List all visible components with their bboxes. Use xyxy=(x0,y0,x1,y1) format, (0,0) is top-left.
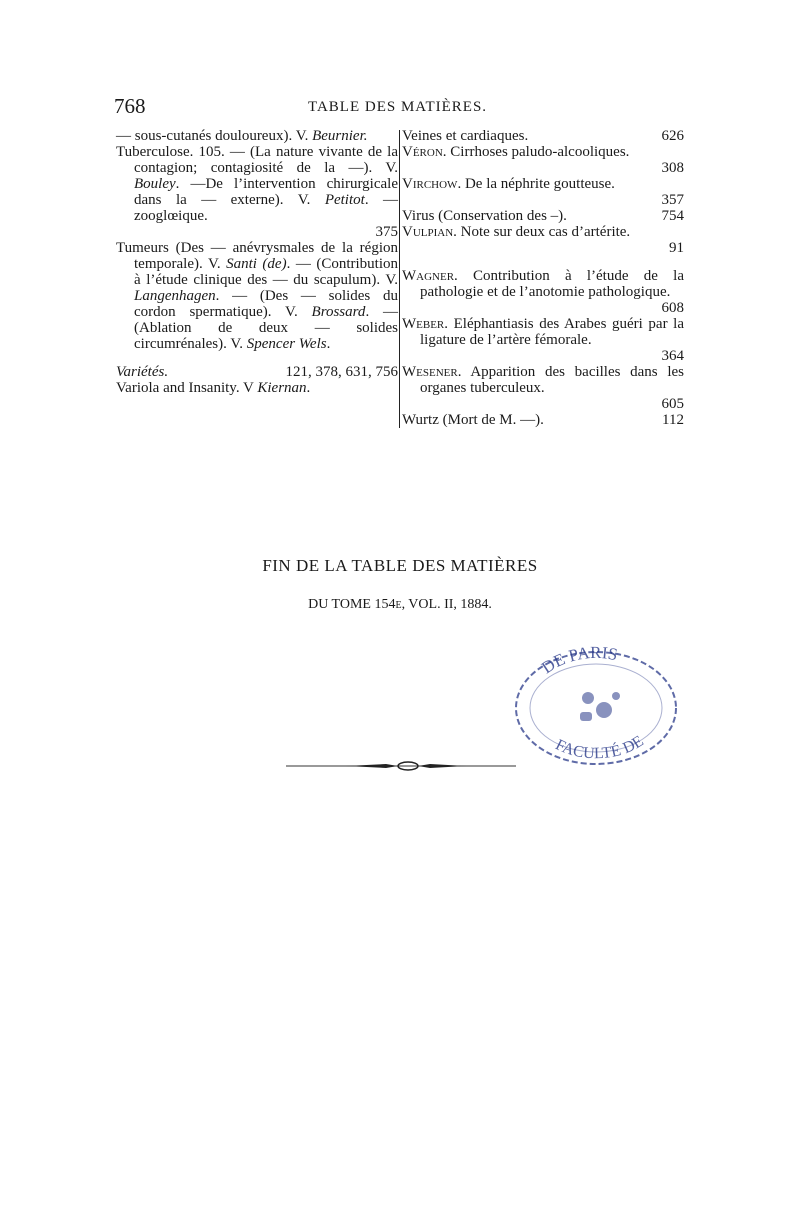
index-entry: — sous-cutanés douloureux). V. Beurnier. xyxy=(116,128,368,144)
closing-ornament xyxy=(286,760,516,772)
page-ref: 91 xyxy=(669,240,684,256)
stamp-top-text: DE PARIS xyxy=(538,642,620,678)
author-name: Weber xyxy=(402,316,445,332)
index-entry: Wagner. Contribution à l’étude de la pathologie et de l’anotomie pathologique. xyxy=(402,268,684,300)
page-number: 768 xyxy=(114,94,146,118)
page-header-title: TABLE DES MATIÈRES. xyxy=(308,99,488,115)
entry-label: Variétés. xyxy=(116,364,169,380)
page-ref: 364 xyxy=(661,348,684,364)
svg-text:FACULTÉ DE xyxy=(553,733,647,763)
page-ref: 112 xyxy=(662,412,684,428)
stamp-emblem-icon xyxy=(580,692,620,721)
index-entry: Tuberculose. 105. — (La nature vivante de la contagion; contagiosité de la —). V. Bouley. —De l’intervention chirurgicale dans la — externe). V. Petitot. — zooglœique. xyxy=(116,144,399,224)
right-column xyxy=(402,128,684,428)
stamp-bottom-text: FACULTÉ DE xyxy=(552,732,647,763)
volume-subtitle: DU TOME 154e, VOL. II, 1884. xyxy=(308,597,492,612)
author-name: Véron xyxy=(402,144,443,160)
index-entry: Tumeurs (Des — anévrysmales de la région temporale). V. Santi (de). — (Contribution à l’étude clinique des — du scapulum). V. Langenhagen. — (Des — solides du cordon spermatique). V. Brossard. — (Ablation de deux — solides circumrénales). V. Spencer Wels. xyxy=(116,240,398,352)
page-ref: 375 xyxy=(375,224,398,240)
index-entry: Véron. Cirrhoses paludo-alcooliques. xyxy=(402,144,630,160)
page-ref: 308 xyxy=(661,160,684,176)
index-entry: Veines et cardiaques. 626 xyxy=(402,128,684,144)
author-name: Wagner xyxy=(402,268,455,284)
left-column xyxy=(116,128,398,396)
page-ref: 357 xyxy=(661,192,684,208)
index-entry: Wesener. Apparition des bacilles dans les organes tuberculeux. xyxy=(402,364,684,396)
page-ref: 121, 378, 631, 756 xyxy=(285,364,398,380)
page-ref: 608 xyxy=(661,300,684,316)
author-name: Wesener xyxy=(402,364,458,380)
library-stamp xyxy=(506,640,686,770)
index-entry: Vulpian. Note sur deux cas d’artérite. xyxy=(402,224,631,240)
index-entry xyxy=(116,364,398,380)
author-name: Vulpian xyxy=(402,224,454,240)
author-name: Virchow xyxy=(402,176,458,192)
page-ref: 626 xyxy=(661,128,684,144)
index-entry: Variola and Insanity. V Kiernan. xyxy=(116,380,311,396)
index-entry: Weber. Eléphantiasis des Arabes guéri par la ligature de l’artère fémorale. xyxy=(402,316,684,348)
svg-text:DE PARIS xyxy=(538,643,619,677)
page-ref: 605 xyxy=(661,396,684,412)
index-entry: Wurtz (Mort de M. —). 112 xyxy=(402,412,684,428)
index-entry: Virchow. De la néphrite goutteuse. xyxy=(402,176,615,192)
end-title: FIN DE LA TABLE DES MATIÈRES xyxy=(262,556,538,575)
column-divider xyxy=(399,130,400,428)
page-ref: 754 xyxy=(661,208,684,224)
index-entry: Virus (Conservation des –). 754 xyxy=(402,208,684,224)
